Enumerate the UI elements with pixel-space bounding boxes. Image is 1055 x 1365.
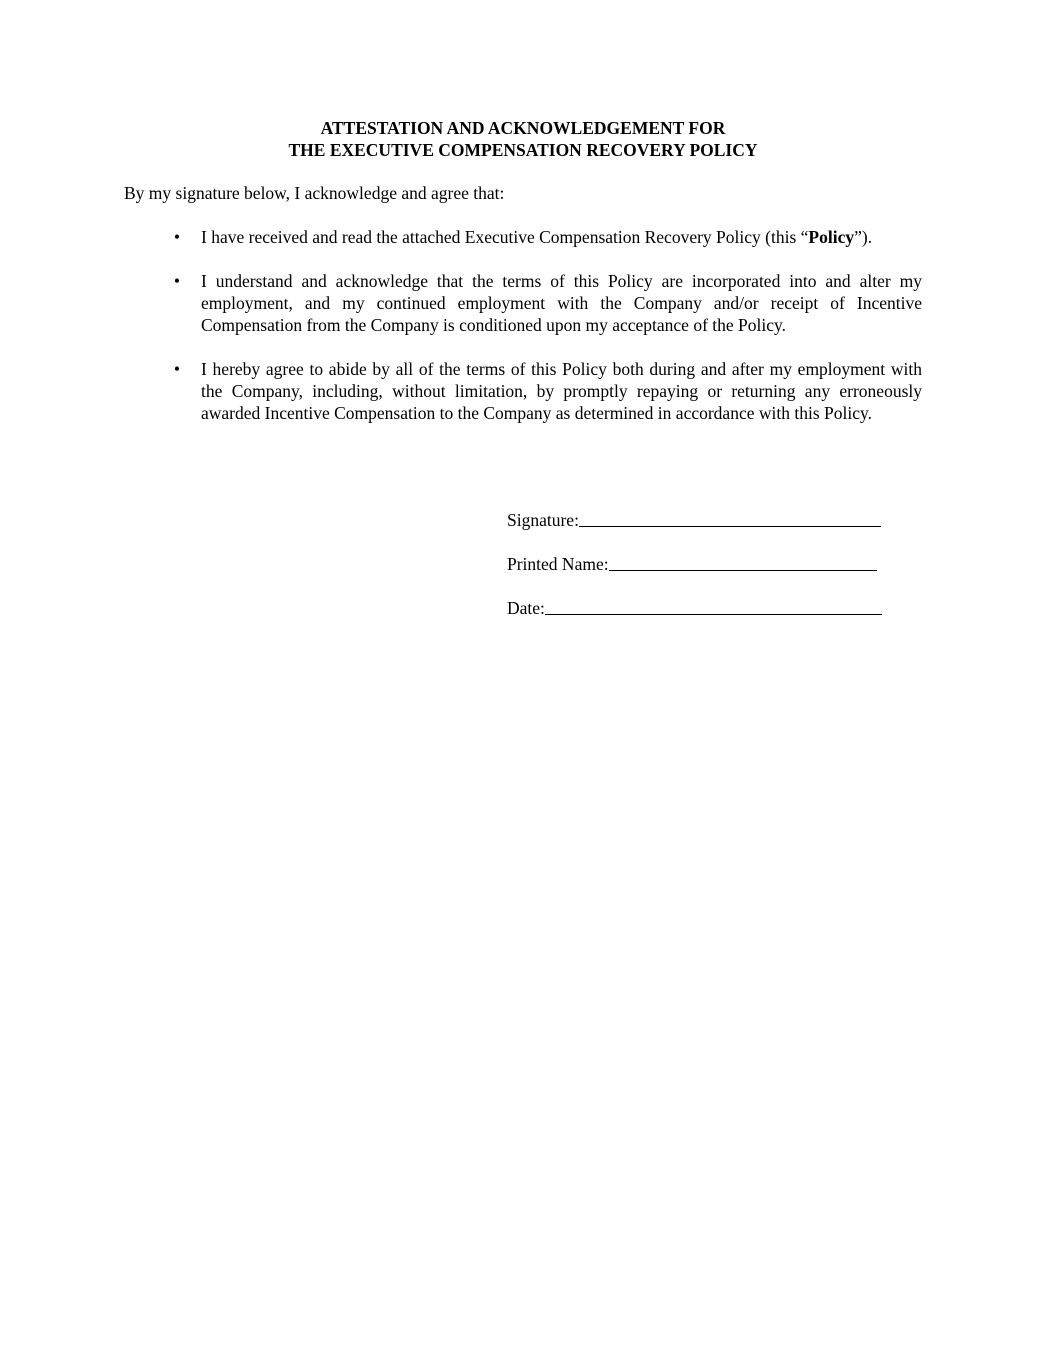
list-item [124, 226, 922, 248]
title-line-2: THE EXECUTIVE COMPENSATION RECOVERY POLICY [288, 140, 758, 160]
date-line[interactable] [545, 613, 882, 615]
date-row [507, 597, 887, 619]
document-title [124, 117, 922, 161]
title-line-1: ATTESTATION AND ACKNOWLEDGEMENT FOR [320, 118, 726, 138]
signature-block [507, 509, 887, 641]
bullet-1-text-after: ”). [854, 227, 873, 247]
date-label: Date: [507, 598, 545, 618]
intro-paragraph: By my signature below, I acknowledge and agree that: [124, 183, 505, 203]
signature-line[interactable] [579, 525, 881, 527]
list-item [124, 270, 922, 336]
bullet-text-2: I understand and acknowledge that the terms of this Policy are incorporated into and alter my employment, and my continued employment with the Company and/or receipt of Incentive Compensation from the Company is conditioned upon my acceptance of the Policy. [201, 271, 922, 335]
printed-name-line[interactable] [609, 569, 877, 571]
bullet-text-1 [201, 226, 922, 248]
bullet-icon: • [173, 271, 181, 291]
signature-label: Signature: [507, 510, 579, 530]
bullet-icon: • [173, 359, 181, 379]
bullet-text-3: I hereby agree to abide by all of the terms of this Policy both during and after my employment with the Company, including, without limitation, by promptly repaying or returning any erroneously awarded Incentive Compensation to the Company as determined in accordance with this Policy. [201, 359, 922, 423]
printed-name-label: Printed Name: [507, 554, 609, 574]
list-item [124, 358, 922, 424]
policy-defined-term: Policy [808, 227, 855, 247]
bullet-1-text-before: I have received and read the attached Executive Compensation Recovery Policy (this “ [201, 227, 809, 247]
acknowledgement-list [124, 226, 922, 446]
signature-row [507, 509, 887, 531]
printed-name-row [507, 553, 887, 575]
bullet-icon: • [173, 227, 181, 247]
